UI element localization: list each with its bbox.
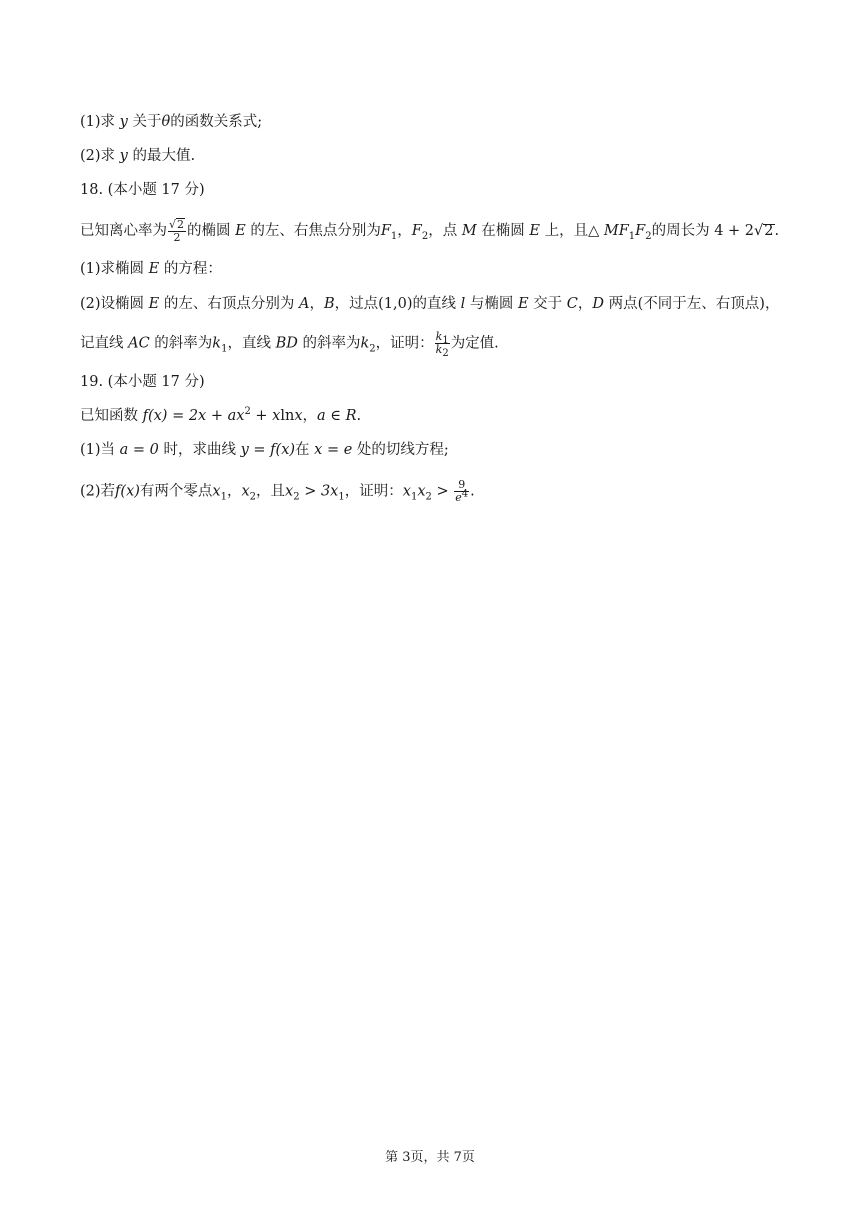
text: ，且 <box>256 483 286 500</box>
math-var: F <box>635 223 646 239</box>
subscript: 1 <box>338 491 345 503</box>
math-var: F <box>411 223 422 239</box>
text: 两点(不同于左、右顶点)， <box>608 296 780 312</box>
text: ， <box>226 483 242 500</box>
text: 的斜率为 <box>154 335 213 352</box>
q18-part-2-continued <box>80 330 499 360</box>
text: 的周长为 <box>651 223 710 239</box>
math-expr: > 3x <box>299 483 339 500</box>
math-var: F <box>618 223 629 239</box>
math-var: k <box>212 335 222 352</box>
math-func: ln <box>280 408 295 424</box>
text: 为定值. <box>450 335 499 352</box>
superscript: 2 <box>244 406 251 418</box>
text: (2)若 <box>80 483 116 500</box>
fraction-k1-over-k2 <box>435 330 450 360</box>
text: ， <box>302 408 318 424</box>
q17-part-1 <box>80 112 262 132</box>
text: ，直线 <box>227 335 271 352</box>
math-var: B <box>323 296 335 312</box>
triangle-symbol: △ <box>588 223 600 239</box>
math-var: E <box>148 296 160 312</box>
text: 交于 <box>533 296 563 312</box>
text: . <box>774 223 780 239</box>
sqrt-value: 2 <box>177 218 185 231</box>
math-expr: + x <box>250 408 281 424</box>
text: 已知函数 <box>80 408 138 424</box>
subscript: 1 <box>220 491 227 503</box>
math-var: M <box>603 223 619 239</box>
text: ， <box>577 296 593 312</box>
math-var: AC <box>128 335 150 352</box>
math-var: k <box>360 335 370 352</box>
math-var: E <box>517 296 529 312</box>
math-var: x <box>241 483 250 500</box>
text: (1)求 <box>80 114 116 130</box>
q17-part-2 <box>80 146 195 166</box>
math-var: F <box>380 223 391 239</box>
q19-heading: 19. (本小题 17 分) <box>80 374 205 390</box>
text: 处的切线方程; <box>356 442 449 458</box>
math-var: E <box>148 261 160 277</box>
text: 记直线 <box>80 335 124 352</box>
subscript: 2 <box>249 491 257 503</box>
fraction-sqrt2-over-2: $\frac{√2}{2}$ <box>169 218 185 244</box>
text: 有两个零点 <box>139 483 213 500</box>
math-var: x <box>212 483 221 500</box>
text: ，过点(1,0)的直线 <box>334 296 456 312</box>
subscript: 2 <box>369 343 376 355</box>
text: 与椭圆 <box>469 296 514 312</box>
text: ，点 <box>428 223 458 239</box>
math-var: x <box>402 483 411 500</box>
text: 的椭圆 <box>187 223 231 239</box>
fraction-9-over-e4 <box>454 479 469 504</box>
text: (2)设椭圆 <box>80 296 145 312</box>
q18-statement: 已知离心率为 $\frac{√2}{2}$ 的椭圆 E 的左、右焦点分别为$F_1$，$F_2$，点 M 在椭圆 E 上，且△ $MF_1F_2$的周长为 4 + 2√2. <box>80 218 780 244</box>
text: 的斜率为 <box>302 335 361 352</box>
q18-part-1 <box>80 259 222 279</box>
text: (1)当 <box>80 442 116 458</box>
math-var: D <box>592 296 605 312</box>
subscript: 2 <box>425 491 432 503</box>
math-var: BD <box>275 335 298 352</box>
subscript: 1 <box>442 335 449 347</box>
math-expr: y = f(x) <box>240 442 296 458</box>
math-expr: > <box>431 483 454 500</box>
text: (1)求椭圆 <box>80 261 145 277</box>
text: 时，求曲线 <box>163 442 237 458</box>
denominator: 2 <box>173 231 181 244</box>
math-var: y <box>119 148 128 164</box>
sqrt-value: 2 <box>764 223 774 239</box>
subscript: 2 <box>293 491 300 503</box>
math-var: x <box>285 483 294 500</box>
subscript: 1 <box>390 230 398 242</box>
math-expr: f(x) <box>115 483 140 500</box>
math-var: y <box>119 114 128 130</box>
q19-part-1 <box>80 440 449 460</box>
math-expr: a = 0 <box>119 442 159 458</box>
subscript: 2 <box>645 230 652 242</box>
subscript: 1 <box>410 491 418 503</box>
math-var: k <box>435 330 443 343</box>
math-var: E <box>235 223 246 239</box>
math-var: k <box>435 343 443 356</box>
subscript: 2 <box>442 348 449 360</box>
math-expr: a ∈ R <box>317 408 357 424</box>
text: 关于 <box>132 114 162 130</box>
page-footer: 第 3页，共 7页 <box>385 1150 475 1165</box>
text: 的函数关系式; <box>170 114 263 130</box>
text: . <box>470 483 475 500</box>
math-var: M <box>461 223 477 239</box>
math-var: C <box>566 296 578 312</box>
math-expr: x = e <box>314 442 353 458</box>
text: 的左、右焦点分别为 <box>250 223 381 239</box>
text: 的方程： <box>163 261 222 277</box>
math-var: θ <box>161 114 171 130</box>
math-var: x <box>417 483 426 500</box>
math-var: e <box>455 491 462 504</box>
q18-part-2 <box>80 294 779 314</box>
q18-heading: 18. (本小题 17 分) <box>80 182 205 198</box>
text: 的最大值. <box>132 148 196 164</box>
text: 上，且 <box>544 223 589 239</box>
subscript: 2 <box>421 230 429 242</box>
math-var: A <box>298 296 310 312</box>
math-var: l <box>460 296 466 312</box>
text: 在 <box>295 442 310 458</box>
numerator: 9 <box>454 479 469 492</box>
math-expr: f(x) = 2x + ax <box>142 408 245 424</box>
text: ，证明： <box>344 483 403 500</box>
text: ，证明： <box>375 335 434 352</box>
superscript: 4 <box>461 488 469 500</box>
text: ， <box>309 296 324 312</box>
math-var: x <box>294 408 303 424</box>
text: ， <box>397 223 412 239</box>
subscript: 1 <box>221 343 228 355</box>
text: 的左、右顶点分别为 <box>163 296 295 312</box>
text: (2)求 <box>80 148 116 164</box>
math-expr: 4 + 2 <box>714 223 755 239</box>
text: . <box>356 408 362 424</box>
text: 已知离心率为 <box>80 223 167 239</box>
q19-part-2 <box>80 479 475 504</box>
text: 在椭圆 <box>481 223 525 239</box>
subscript: 1 <box>628 230 636 242</box>
math-var: E <box>529 223 540 239</box>
q19-statement <box>80 406 361 426</box>
